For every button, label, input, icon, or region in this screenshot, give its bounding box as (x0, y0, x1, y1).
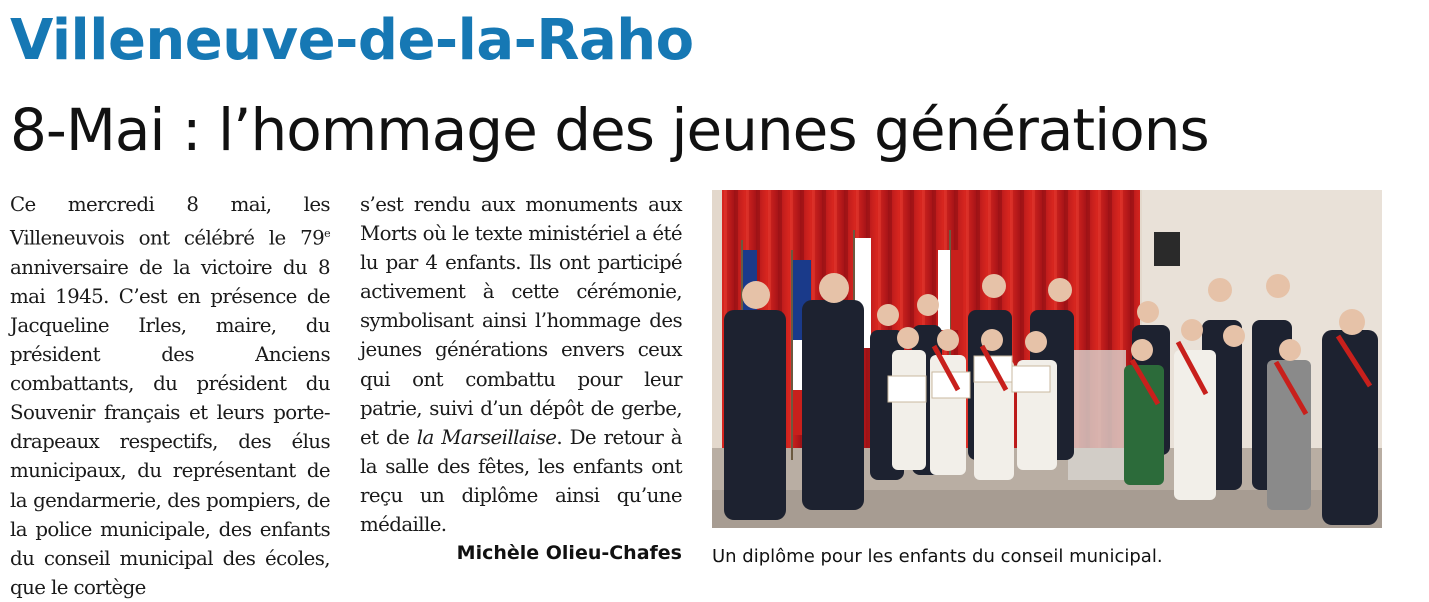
column-1-paragraph: Ce mercredi 8 mai, les Villeneuvois ont célébré le 79e anniversaire de la victoire du 8 mai 1945. C’est en présence de Jacqueline Irles, maire, du président des Anciens combattants, du président du Souvenir français et leurs porte-drapeaux respectifs, des élus municipaux, du représentant de la gendarmerie, des pompiers, de la police municipale, des enfants du conseil municipal des écoles, que le cortège (10, 193, 330, 599)
article-headline: 8-Mai : l’hommage des jeunes générations (10, 96, 1209, 164)
ordinal-suffix: e (324, 227, 330, 241)
article-column-2 (360, 190, 682, 539)
section-kicker: Villeneuve-de-la-Raho (10, 8, 694, 73)
photo-caption: Un diplôme pour les enfants du conseil municipal. (712, 546, 1163, 567)
song-title: la Marseillaise (416, 425, 557, 449)
ceremony-photo (712, 190, 1382, 528)
lectern (1068, 350, 1126, 480)
speaker-icon (1154, 232, 1180, 266)
ceremony-photo-illustration (712, 190, 1382, 528)
column-2-paragraph: s’est rendu aux monuments aux Morts où le texte ministériel a été lu par 4 enfants. Ils ont participé activement à cette cérémonie, symbolisant ainsi l’hommage des jeunes générations envers ceux qui ont combattu pour leur patrie, suivi d’un dépôt de gerbe, et de la Marseillaise. De retour à la salle des fêtes, les enfants ont reçu un diplôme ainsi qu’une médaille. (360, 193, 682, 537)
author-byline: Michèle Olieu-Chafes (456, 542, 682, 564)
article-column-1 (10, 190, 330, 602)
